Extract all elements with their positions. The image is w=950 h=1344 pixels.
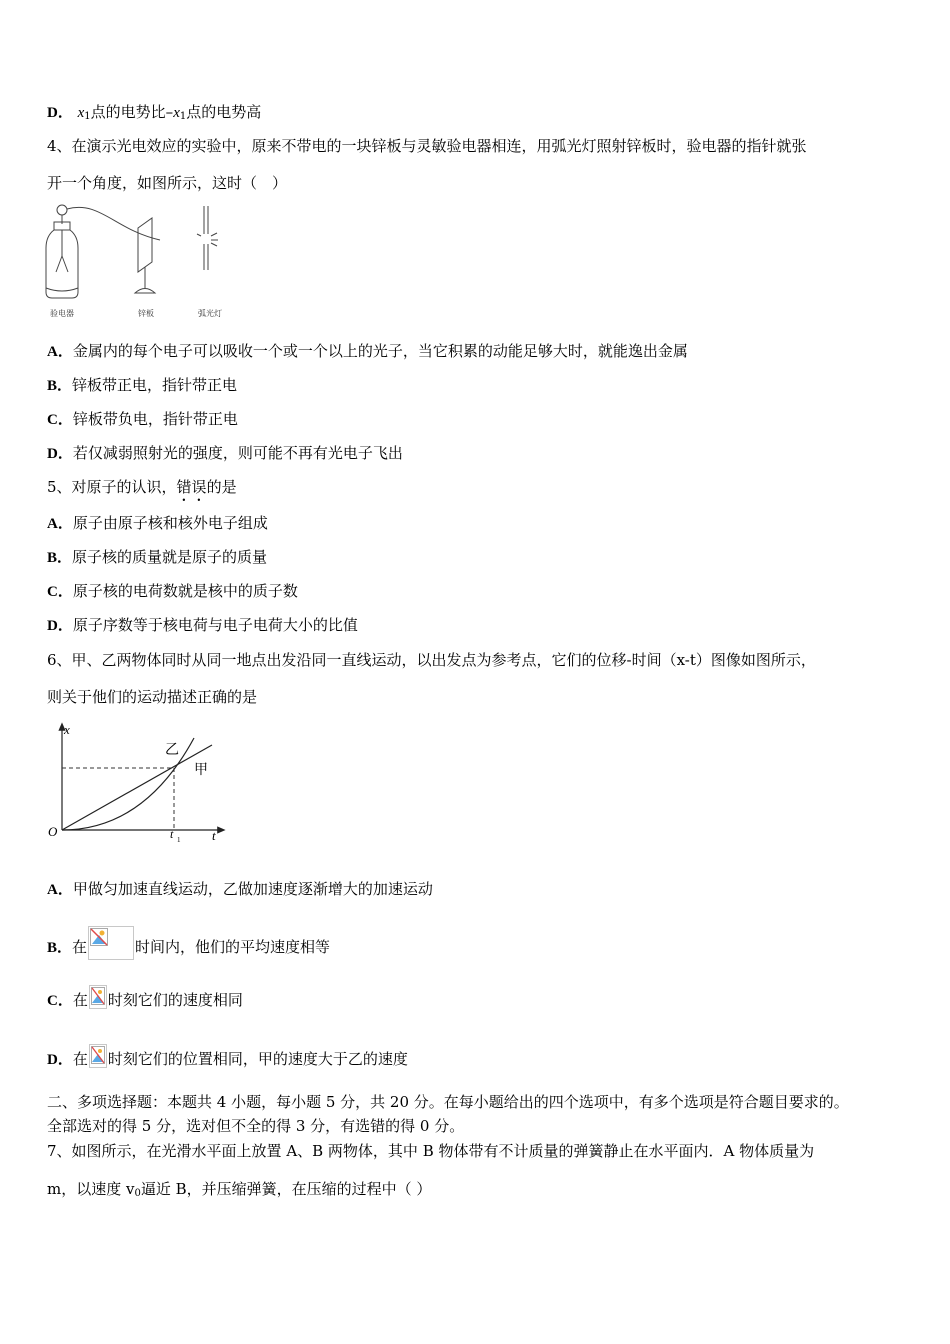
option-label: A． (47, 516, 73, 532)
xt-graph (44, 718, 234, 848)
option-label: C． (47, 993, 73, 1009)
option-text: 原子核的质量就是原子的质量 (72, 548, 268, 566)
math-subscript: 1 (84, 111, 91, 122)
wire-drawing (67, 207, 160, 240)
figure-label-electroscope: 验电器 (50, 309, 74, 318)
q7-stem-part-a: m，以速度 v (47, 1180, 135, 1198)
q4-option-c (47, 409, 238, 430)
figure-label-zinc-plate: 锌板 (138, 309, 154, 318)
option-text: 点的电势高 (186, 103, 262, 121)
q3-option-d (47, 102, 261, 127)
option-text-post: 时刻它们的位置相同，甲的速度大于乙的速度 (107, 1050, 408, 1068)
section2-line1: 二、多项选择题：本题共 4 小题，每小题 5 分，共 20 分。在每小题给出的四个选项中，有多个选项是符合题目要求的。 (47, 1093, 849, 1111)
q6-option-b (47, 926, 330, 960)
q4-option-a (47, 341, 688, 362)
option-label: C． (47, 584, 73, 600)
math-x: x (77, 105, 85, 121)
t1-subscript: 1 (177, 836, 181, 844)
q5-option-a (47, 513, 268, 534)
q6-option-c (47, 985, 243, 1011)
option-text-post: 时刻它们的速度相同 (107, 991, 243, 1009)
option-label: D． (47, 105, 73, 121)
option-label: B． (47, 940, 73, 956)
option-text: 原子核的电荷数就是核中的质子数 (72, 582, 298, 600)
broken-image-icon (89, 1044, 107, 1068)
option-label: A． (47, 882, 73, 898)
q5-option-d (47, 615, 358, 636)
section2-line2: 全部选对的得 5 分，选对但不全的得 3 分，有选错的得 0 分。 (47, 1117, 465, 1135)
broken-image-icon (88, 926, 134, 960)
broken-image-icon (89, 985, 107, 1009)
q4-stem-line1: 4、在演示光电效应的实验中，原来不带电的一块锌板与灵敏验电器相连，用弧光灯照射锌板时，验电器的指针就张 (47, 137, 807, 155)
q6-stem-line1: 6、甲、乙两物体同时从同一地点出发沿同一直线运动，以出发点为参考点，它们的位移-时间（x-t）图像如图所示， (47, 651, 816, 669)
q4-option-b (47, 375, 237, 396)
t1-label: t (170, 827, 174, 841)
option-text: 点的电势比– (90, 103, 174, 121)
q5-option-b (47, 547, 267, 568)
zinc-plate-drawing (135, 218, 155, 293)
q7-stem-line2 (47, 1179, 431, 1204)
q5-stem (47, 477, 237, 505)
option-label: A． (47, 344, 73, 360)
option-label: B． (47, 550, 73, 566)
curve-label-yi: 乙 (165, 742, 179, 758)
option-text-pre: 在 (72, 938, 88, 956)
option-text: 锌板带正电，指针带正电 (72, 376, 238, 394)
option-text: 锌板带负电，指针带正电 (72, 410, 238, 428)
math-x: x (173, 105, 180, 121)
origin-label: O (48, 824, 58, 839)
y-axis-label: x (64, 722, 70, 737)
option-text: 原子由原子核和核外电子组成 (72, 514, 268, 532)
line-jia (62, 745, 212, 830)
q5-stem-prefix: 5、对原子的认识， (47, 478, 177, 496)
option-label: D． (47, 618, 73, 634)
option-text: 金属内的每个电子可以吸收一个或一个以上的光子，当它积累的动能足够大时，就能逸出金属 (72, 342, 688, 360)
option-text-pre: 在 (72, 991, 88, 1009)
line-label-jia: 甲 (194, 762, 208, 778)
q6-stem-line2: 则关于他们的运动描述正确的是 (47, 688, 258, 706)
q5-stem-suffix: 的是 (206, 478, 237, 496)
photoelectric-figure (40, 200, 240, 325)
option-text-post: 时间内，他们的平均速度相等 (135, 938, 331, 956)
arc-lamp-drawing (197, 206, 218, 270)
option-label: D． (47, 1052, 73, 1068)
q7-stem-part-b: 逼近 B，并压缩弹簧，在压缩的过程中（ ） (140, 1180, 432, 1198)
option-text: 原子序数等于核电荷与电子电荷大小的比值 (72, 616, 358, 634)
option-label: B． (47, 378, 73, 394)
option-text: 若仅减弱照射光的强度，则可能不再有光电子飞出 (72, 444, 403, 462)
x-axis-label: t (212, 828, 216, 843)
math-subscript: 1 (179, 111, 187, 122)
q4-stem-line2: 开一个角度，如图所示，这时（ ） (47, 174, 288, 192)
option-label: C． (47, 412, 73, 428)
q5-option-c (47, 581, 298, 602)
q6-option-d (47, 1044, 408, 1070)
q5-emphasis: 错误 (176, 478, 207, 496)
electroscope-drawing (46, 205, 78, 298)
option-text: 甲做匀加速直线运动，乙做加速度逐渐增大的加速运动 (72, 880, 433, 898)
option-label: D． (47, 446, 73, 462)
q4-option-d (47, 443, 403, 464)
option-text-pre: 在 (72, 1050, 88, 1068)
q6-option-a (47, 879, 433, 900)
math-subscript: 0 (134, 1188, 141, 1199)
figure-label-arc-lamp: 弧光灯 (198, 309, 222, 318)
q7-stem-line1: 7、如图所示，在光滑水平面上放置 A、B 两物体，其中 B 物体带有不计质量的弹簧静止在水平面内．A 物体质量为 (47, 1142, 815, 1160)
